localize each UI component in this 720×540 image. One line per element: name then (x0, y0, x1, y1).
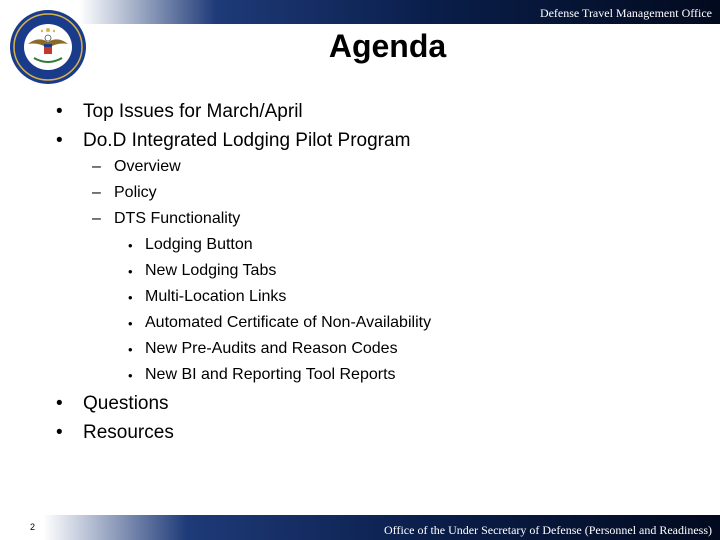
agenda-item (56, 130, 411, 152)
agenda-item-text: Top Issues for March/April (83, 101, 303, 122)
bullet-marker: • (56, 393, 63, 414)
slide-title: Agenda (328, 28, 447, 64)
agenda-subsubitem-text: New BI and Reporting Tool Reports (145, 366, 396, 383)
agenda-item (56, 393, 169, 415)
agenda-item-text: Do.D Integrated Lodging Pilot Program (83, 130, 411, 151)
bullet-marker: • (56, 101, 63, 122)
bullet-marker: • (128, 368, 133, 383)
bullet-marker: • (128, 316, 133, 331)
bullet-marker: • (56, 130, 63, 151)
page-number: 2 (30, 522, 36, 532)
agenda-subsubitem (128, 288, 287, 306)
agenda-subsubitem (128, 236, 253, 254)
dash-marker: – (92, 158, 101, 175)
agenda-subsubitem (128, 262, 277, 280)
agenda-item-text: Questions (83, 393, 169, 414)
agenda-subsubitem-text: Lodging Button (145, 236, 253, 253)
agenda-subitem (92, 210, 241, 228)
bullet-marker: • (128, 290, 133, 305)
agenda-subitem (92, 184, 157, 202)
dash-marker: – (92, 184, 101, 201)
bullet-marker: • (56, 422, 63, 443)
bullet-marker: • (128, 238, 133, 253)
agenda-item-text: Resources (83, 422, 174, 443)
agenda-item (56, 101, 303, 123)
bullet-marker: • (128, 342, 133, 357)
agenda-subsubitem-text: Multi-Location Links (145, 288, 287, 305)
bullet-marker: • (128, 264, 133, 279)
agenda-subitem-text: DTS Functionality (114, 210, 241, 227)
agenda-subsubitem-text: New Lodging Tabs (145, 262, 277, 279)
agenda-subsubitem-text: Automated Certificate of Non-Availability (145, 314, 432, 331)
agenda-subitem-text: Policy (114, 184, 157, 201)
agenda-subsubitem (128, 366, 396, 384)
agenda-subitem-text: Overview (114, 158, 181, 175)
agenda-subsubitem (128, 314, 432, 332)
footer-office-text: Office of the Under Secretary of Defense (Personnel and Readiness) (384, 523, 712, 537)
header-title: Defense Travel Management Office (539, 6, 712, 20)
agenda-item (56, 422, 174, 444)
agenda-subsubitem-text: New Pre-Audits and Reason Codes (145, 340, 398, 357)
agenda-subsubitem (128, 340, 398, 358)
agenda-subitem (92, 158, 181, 176)
dash-marker: – (92, 210, 101, 227)
